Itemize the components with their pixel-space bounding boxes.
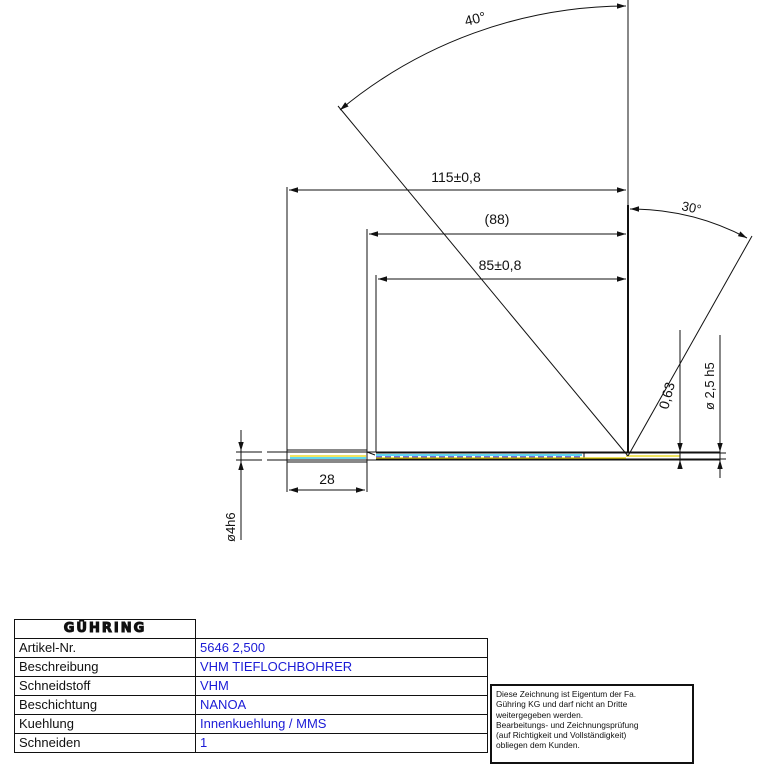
title-block xyxy=(14,619,488,765)
notice-line: (auf Richtigkeit und Vollständigkeit) xyxy=(496,730,627,741)
notice-line: weitergegeben werden. xyxy=(496,709,584,720)
value-schneiden: 1 xyxy=(196,734,488,753)
dim-tip-size: 0,63 xyxy=(655,380,678,411)
dim-point-angle: 30° xyxy=(680,198,703,218)
ownership-notice xyxy=(490,684,694,764)
label-beschichtung: Beschichtung xyxy=(15,696,196,715)
dim-shank-diameter: ø4h6 xyxy=(223,512,238,542)
dim-tip-diameter: ø 2,5 h5 xyxy=(702,362,717,410)
notice-line: Gühring KG und darf nicht an Dritte xyxy=(496,699,628,710)
notice-line: Diese Zeichnung ist Eigentum der Fa. xyxy=(496,689,637,699)
table-row xyxy=(15,715,488,734)
notice-line: obliegen dem Kunden. xyxy=(496,740,580,751)
label-schneiden: Schneiden xyxy=(15,734,196,753)
label-beschreibung: Beschreibung xyxy=(15,658,196,677)
label-schneidstoff: Schneidstoff xyxy=(15,677,196,696)
dim-flute-length: 85±0,8 xyxy=(478,257,522,273)
table-row xyxy=(15,658,488,677)
guehring-logo: GÜHRING xyxy=(15,620,196,639)
dim-shank-length: 28 xyxy=(319,471,335,487)
drill-colored-lines xyxy=(290,455,680,458)
table-row xyxy=(15,696,488,715)
table-row xyxy=(15,734,488,753)
notice-line: Bearbeitungs- und Zeichnungsprüfung xyxy=(496,719,639,730)
value-schneidstoff: VHM xyxy=(196,677,488,696)
value-beschichtung: NANOA xyxy=(196,696,488,715)
value-beschreibung: VHM TIEFLOCHBOHRER xyxy=(196,658,488,677)
dim-ref-length: (88) xyxy=(484,211,510,227)
table-row xyxy=(15,677,488,696)
angle-construction-lines xyxy=(338,106,752,456)
table-row xyxy=(15,639,488,658)
value-artikel-nr: 5646 2,500 xyxy=(196,639,488,658)
label-kuehlung: Kuehlung xyxy=(15,715,196,734)
dim-tip-angle: 40° xyxy=(462,8,488,29)
dim-total-length: 115±0,8 xyxy=(431,169,481,185)
value-kuehlung: Innenkuehlung / MMS xyxy=(196,715,488,734)
label-artikel-nr: Artikel-Nr. xyxy=(15,639,196,658)
